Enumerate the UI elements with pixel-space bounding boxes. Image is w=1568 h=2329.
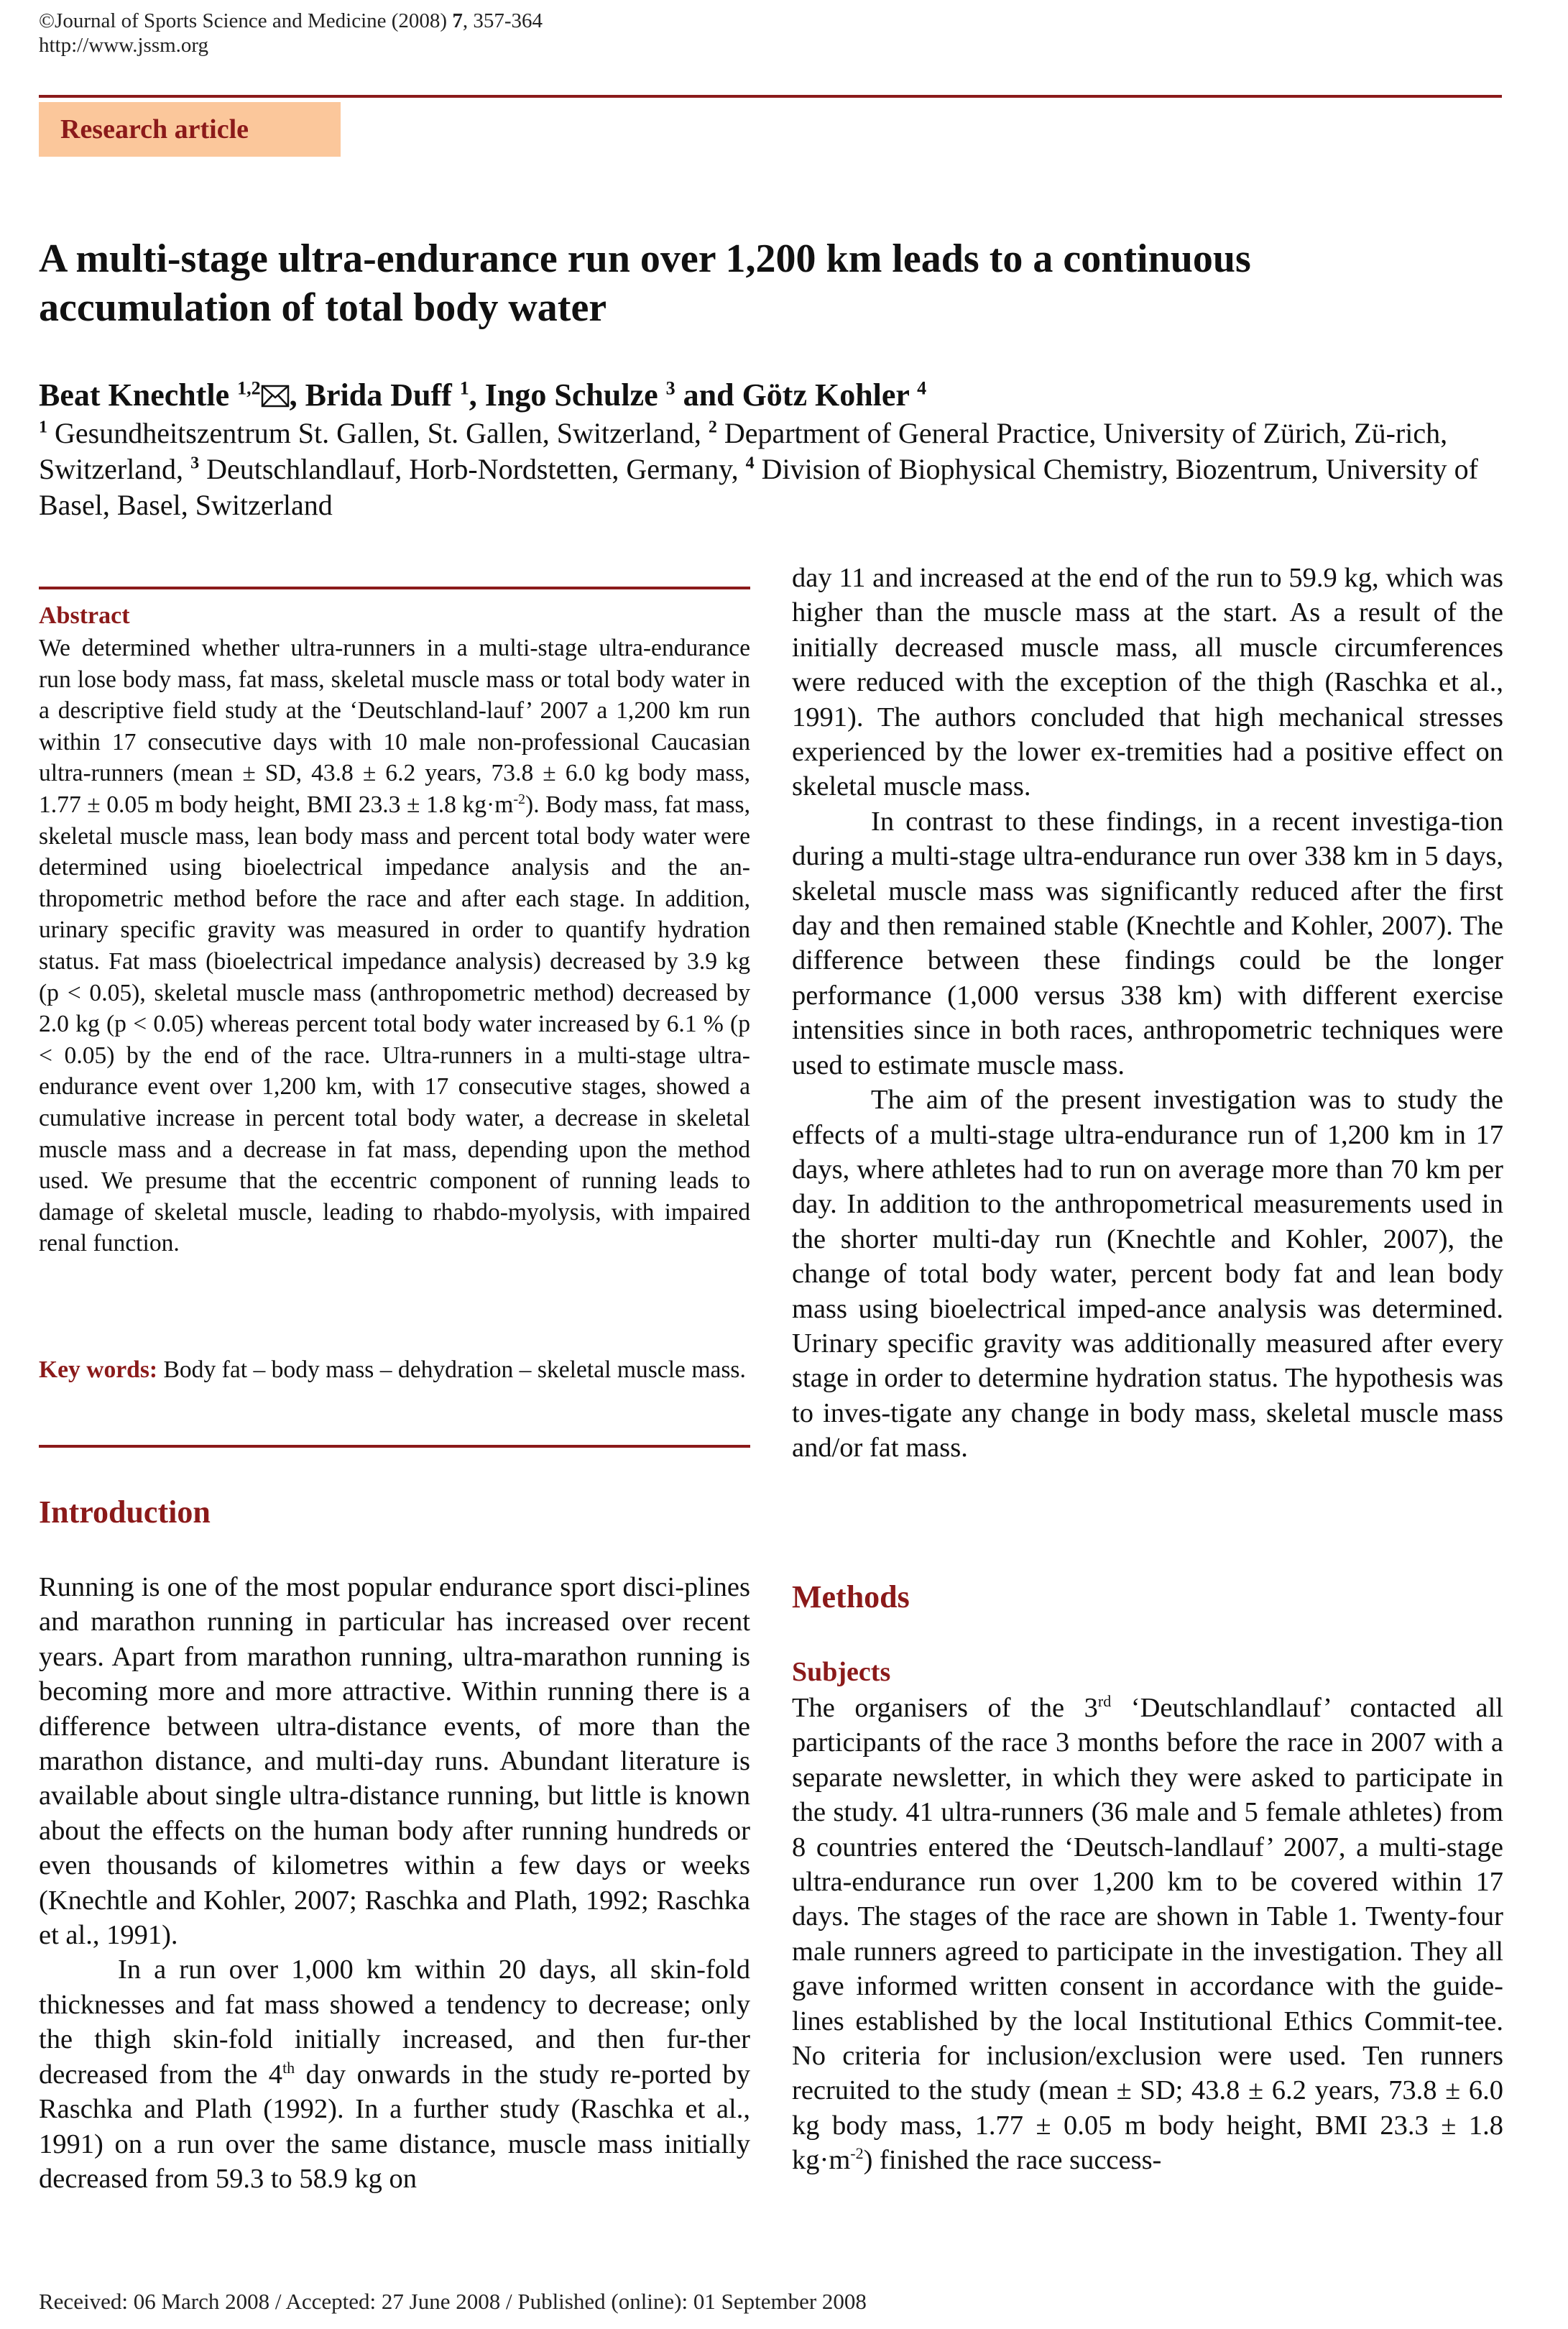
intro-paragraph-1: Running is one of the most popular endurance sport disci-plines and marathon running in particular has increased over recent years. Apart from marathon running, ultra-marathon running is becoming more and more attractive. Within running there is a difference between ultra-distance events, of more than the marathon distance, and multi-day runs. Abundant literature is available about single ultra-distance running, but little is known about the effects on the human body after running hundreds or even thousands of kilometres within a few days or weeks (Knechtle and Kohler, 2007; Raschka and Plath, 1992; Raschka et al., 1991).	[39, 1572, 750, 1951]
intro-paragraph-5: The aim of the present investigation was to study the effects of a multi-stage ultra-endurance run of 1,200 km in 17 days, where athletes had to run on average more than 70 km per day. In addition to the anthropometrical measurements used in the shorter multi-day run (Knechtle and Kohler, 2007), the change of total body water, percent body fat and lean body mass using bioelectrical imped-ance analysis was determined. Urinary specific gravity was additionally measured after every stage in order to determine hydration status. The hypothesis was to inves-tigate any change in body mass, skeletal muscle mass and/or fat mass.	[792, 1085, 1503, 1464]
intro-paragraph-2: In a run over 1,000 km within 20 days, all skin-fold thicknesses and fat mass showed a tendency to decrease; only the thigh skin-fold initially increased, and then fur-ther decreased from the 4th day onwards in the study re-ported by Raschka and Plath (1992). In a further study (Raschka et al., 1991) on a run over the same distance, muscle mass initially decreased from 59.3 to 58.9 kg on	[39, 1954, 750, 2194]
journal-url[interactable]: http://www.jssm.org	[39, 34, 209, 57]
abstract-heading: Abstract	[39, 602, 130, 629]
keywords: Key words: Body fat – body mass – dehydration – skeletal muscle mass.	[39, 1356, 746, 1383]
subjects-subheading: Subjects	[792, 1657, 891, 1687]
methods-subjects-text: The organisers of the 3rd ‘Deutschlandlauf’ contacted all participants of the race 3 months before the race in 2007 with a separate newsletter, in which they were asked to participate in the study. 41 ultra-runners (36 male and 5 female athletes) from 8 countries entered the ‘Deutsch-landlauf’ 2007, a multi-stage ultra-endurance run over 1,200 km to be covered within 17 days. The stages of the race are shown in Table 1. Twenty-four male runners agreed to participate in the investigation. They all gave informed written consent in accordance with the guide-lines established by the local Institutional Ethics Commit-tee. No criteria for inclusion/exclusion were used. Ten runners recruited to the study (mean ± SD; 43.8 ± 6.2 years, 73.8 ± 6.0 kg body mass, 1.77 ± 0.05 m body height, BMI 23.3 ± 1.8 $kg\cdot m^{-2}$) finished the race success-	[792, 1692, 1504, 2176]
article-type-text: Research article	[60, 114, 249, 144]
journal-header	[39, 9, 543, 58]
author-list: Beat Knechtle $^{1,2}$ , Brida Duff $^1$, Ingo Schulze $^3$ and Götz Kohler $^4$	[39, 377, 927, 413]
methods-heading: Methods	[792, 1579, 910, 1614]
introduction-heading: Introduction	[39, 1494, 211, 1530]
header-rule	[39, 95, 1502, 98]
abstract-bottom-rule	[39, 1445, 750, 1448]
introduction-right-column	[792, 561, 1503, 1466]
publication-dates: Received: 06 March 2008 / Accepted: 27 June 2008 / Published (online): 01 September 2008	[39, 2289, 867, 2314]
affiliations: $^1$ Gesundheitszentrum St. Gallen, St. Gallen, Switzerland, $^2$ Department of General Practice, University of Zürich, Zü-rich, Switzerland, $^3$ Deutschlandlauf, Horb-Nordstetten, Germany, $^4$ Division of Biophysical Chemistry, Biozentrum, University of Basel, Basel, Switzerland	[39, 417, 1478, 521]
intro-paragraph-3: day 11 and increased at the end of the run to 59.9 kg, which was higher than the muscle mass at the start. As a result of the initially decreased muscle mass, all muscle circumferences were reduced with the exception of the thigh (Raschka et al., 1991). The authors concluded that high mechanical stresses experienced by the lower ex-tremities had a positive effect on skeletal muscle mass.	[792, 563, 1503, 802]
journal-citation: ©Journal of Sports Science and Medicine (2008) 7, 357-364	[39, 9, 543, 32]
keywords-label: Key words:	[39, 1356, 158, 1383]
intro-paragraph-4: In contrast to these findings, in a recent investiga-tion during a multi-stage ultra-endurance run over 338 km in 5 days, skeletal muscle mass was significantly reduced after the first day and then remained stable (Knechtle and Kohler, 2007). The difference between these findings could be the longer performance (1,000 versus 338 km) with different exercise intensities since in both races, anthropometric techniques were used to estimate muscle mass.	[792, 806, 1503, 1080]
abstract-top-rule	[39, 587, 750, 589]
abstract-body: We determined whether ultra-runners in a multi-stage ultra-endurance run lose body mass, fat mass, skeletal muscle mass or total body water in a descriptive field study at the ‘Deutschland-lauf’ 2007 a 1,200 km run within 17 consecutive days with 10 male non-professional Caucasian ultra-runners (mean ± SD, 43.8 ± 6.2 years, 73.8 ± 6.0 kg body mass, 1.77 ± 0.05 m body height, BMI 23.3 ± 1.8 $kg\cdot m^{-2}$). Body mass, fat mass, skeletal muscle mass, lean body mass and percent total body water were determined using bioelectrical impedance analysis and the an-thropometric method before the race and after each stage. In addition, urinary specific gravity was measured in order to quantify hydration status. Fat mass (bioelectrical impedance analysis) decreased by 3.9 kg (p < 0.05), skeletal muscle mass (anthropometric method) decreased by 2.0 kg (p < 0.05) whereas percent total body water increased by 6.1 % (p < 0.05) by the end of the race. Ultra-runners in a multi-stage ultra-endurance event over 1,200 km, with 17 consecutive stages, showed a cumulative increase in percent total body water, a decrease in skeletal muscle mass and a decrease in fat mass, depending upon the method used. We presume that the eccentric component of running leads to damage of skeletal muscle, leading to rhabdo-myolysis, with impaired renal function.	[39, 635, 750, 1257]
introduction-left-column	[39, 1570, 750, 2196]
article-title: A multi-stage ultra-endurance run over 1,200 km leads to a continuous accumulation of total body water	[39, 236, 1251, 330]
article-type-label	[39, 102, 341, 157]
envelope-icon[interactable]	[261, 384, 290, 408]
